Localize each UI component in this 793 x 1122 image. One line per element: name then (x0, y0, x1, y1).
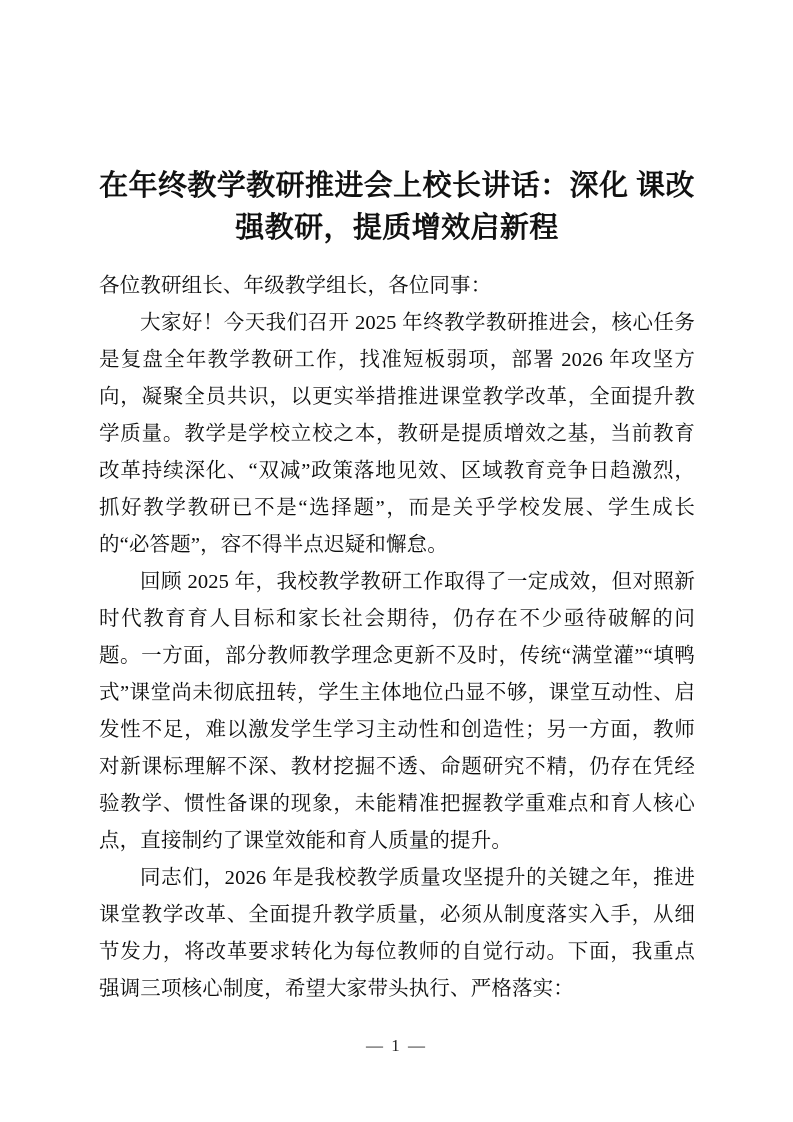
body-paragraph-2: 回顾 2025 年，我校教学教研工作取得了一定成效，但对照新时代教育育人目标和家长社会期待，仍存在不少亟待破解的问题。一方面，部分教师教学理念更新不及时，传统“满堂灌”“填鸭式”课堂尚未彻底扭转，学生主体地位凸显不够，课堂互动性、启发性不足，难以激发学生学习主动性和创造性；另一方面，教师对新课标理解不深、教材挖掘不透、命题研究不精，仍存在凭经验教学、惯性备课的现象，未能精准把握教学重难点和育人核心点，直接制约了课堂效能和育人质量的提升。 (99, 571, 695, 852)
title-line-2: 课改强教研，提质增效启新程 (235, 170, 695, 245)
title-line-1: 在年终教学教研推进会上校长讲话：深化 (99, 170, 629, 203)
body-paragraph-1: 大家好！今天我们召开 2025 年终教学教研推进会，核心任务是复盘全年教学教研工作，找准短板弱项，部署 2026 年攻坚方向，凝聚全员共识，以更实举措推进课堂教学改革，全面提升教学质量。教学是学校立校之本，教研是提质增效之基，当前教育改革持续深化、“双减”政策落地见效、区域教育竞争日趋激烈，抓好教学教研已不是“选择题”，而是关乎学校发展、学生成长的“必答题”，容不得半点迟疑和懈怠。 (99, 312, 695, 556)
document-body (99, 268, 695, 1008)
body-paragraph-3: 同志们，2026 年是我校教学质量攻坚提升的关键之年，推进课堂教学改革、全面提升教学质量，必须从制度落实入手，从细节发力，将改革要求转化为每位教师的自觉行动。下面，我重点强调三项核心制度，希望大家带头执行、严格落实： (99, 867, 695, 1000)
salutation-line: 各位教研组长、年级教学组长，各位同事： (99, 275, 492, 297)
page-number-footer: — 1 — (366, 1036, 427, 1055)
page-title (99, 165, 695, 249)
